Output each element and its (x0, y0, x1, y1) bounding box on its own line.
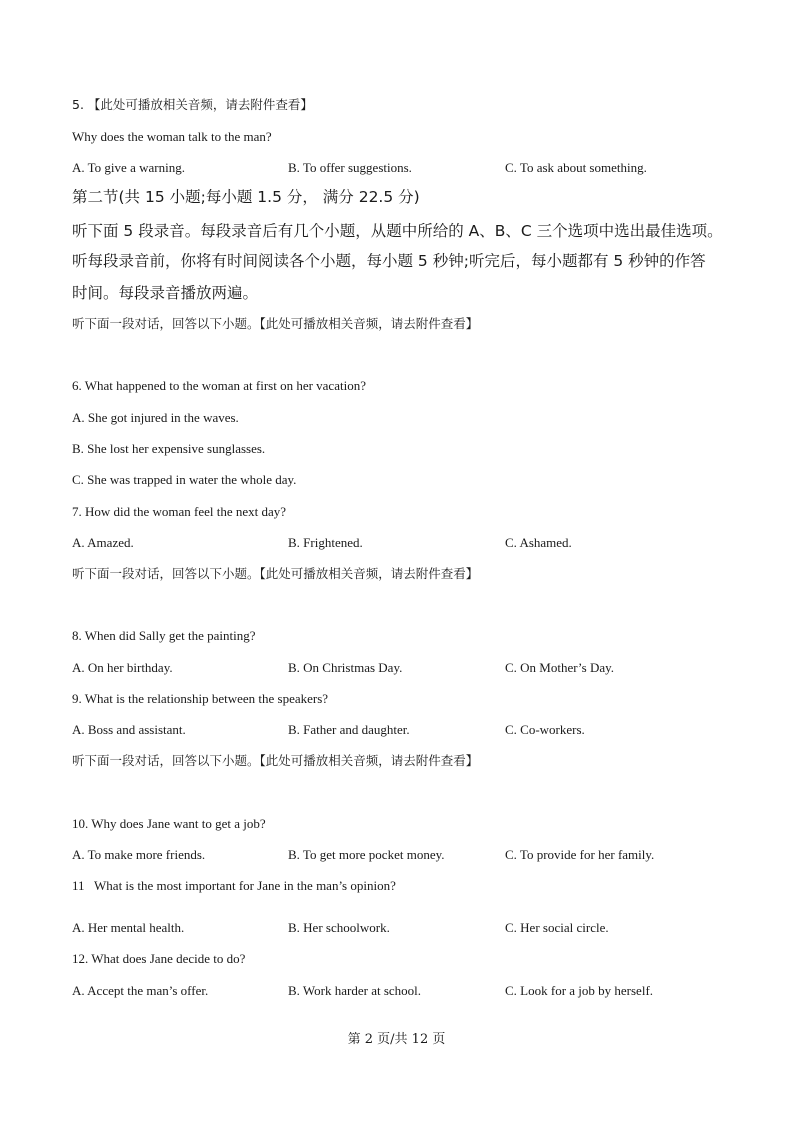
q5-question: Why does the woman talk to the man? (72, 129, 272, 144)
q8-question: 8. When did Sally get the painting? (72, 628, 256, 643)
section-title: 第二节(共 15 小题;每小题 1.5 分， 满分 22.5 分) (72, 188, 420, 206)
q6-question: 6. What happened to the woman at first on her vacation? (72, 378, 366, 393)
section-instructions-line-1: 听下面 5 段录音。每段录音后有几个小题，从题中所给的 A、B、C 三个选项中选出最佳选项。 (72, 222, 723, 240)
q11-question: 11 What is the most important for Jane in the man’s opinion? (72, 878, 396, 893)
q7-option-c: C. Ashamed. (505, 535, 572, 550)
q10-option-c: C. To provide for her family. (505, 847, 655, 862)
q10-option-a: A. To make more friends. (72, 847, 206, 862)
q9-question: 9. What is the relationship between the speakers? (72, 691, 329, 706)
q9-option-c: C. Co-workers. (505, 722, 585, 737)
q5-option-a: A. To give a warning. (72, 160, 185, 175)
q10-option-b: B. To get more pocket money. (288, 847, 445, 862)
q11-option-a: A. Her mental health. (72, 920, 185, 935)
q12-option-b: B. Work harder at school. (288, 983, 422, 998)
q5-heading: 5. 【此处可播放相关音频，请去附件查看】 (72, 97, 313, 112)
dialogue-prompt-3: 听下面一段对话，回答以下小题。【此处可播放相关音频，请去附件查看】 (72, 753, 479, 768)
q5-option-c: C. To ask about something. (505, 160, 647, 175)
q8-option-a: A. On her birthday. (72, 660, 173, 675)
dialogue-prompt-2: 听下面一段对话，回答以下小题。【此处可播放相关音频，请去附件查看】 (72, 566, 479, 581)
q12-option-c: C. Look for a job by herself. (505, 983, 654, 998)
q12-question: 12. What does Jane decide to do? (72, 951, 246, 966)
dialogue-prompt-1: 听下面一段对话，回答以下小题。【此处可播放相关音频，请去附件查看】 (72, 316, 479, 331)
q9-option-a: A. Boss and assistant. (72, 722, 186, 737)
section-instructions-line-2: 听每段录音前，你将有时间阅读各个小题，每小题 5 秒钟;听完后，每小题都有 5 秒钟的作答 (72, 252, 706, 270)
page-number-footer: 第 2 页/共 12 页 (347, 1032, 446, 1047)
q7-option-b: B. Frightened. (288, 535, 363, 550)
q8-option-c: C. On Mother’s Day. (505, 660, 615, 675)
q6-option-c: C. She was trapped in water the whole day. (72, 472, 297, 487)
q5-option-b: B. To offer suggestions. (288, 160, 412, 175)
q8-option-b: B. On Christmas Day. (288, 660, 403, 675)
q6-option-a: A. She got injured in the waves. (72, 410, 239, 425)
q10-question: 10. Why does Jane want to get a job? (72, 816, 266, 831)
q7-option-a: A. Amazed. (72, 535, 134, 550)
q11-option-b: B. Her schoolwork. (288, 920, 390, 935)
q7-question: 7. How did the woman feel the next day? (72, 504, 287, 519)
q9-option-b: B. Father and daughter. (288, 722, 410, 737)
q11-option-c: C. Her social circle. (505, 920, 609, 935)
q12-option-a: A. Accept the man’s offer. (72, 983, 209, 998)
section-instructions-line-3: 时间。每段录音播放两遍。 (72, 284, 259, 302)
q6-option-b: B. She lost her expensive sunglasses. (72, 441, 266, 456)
